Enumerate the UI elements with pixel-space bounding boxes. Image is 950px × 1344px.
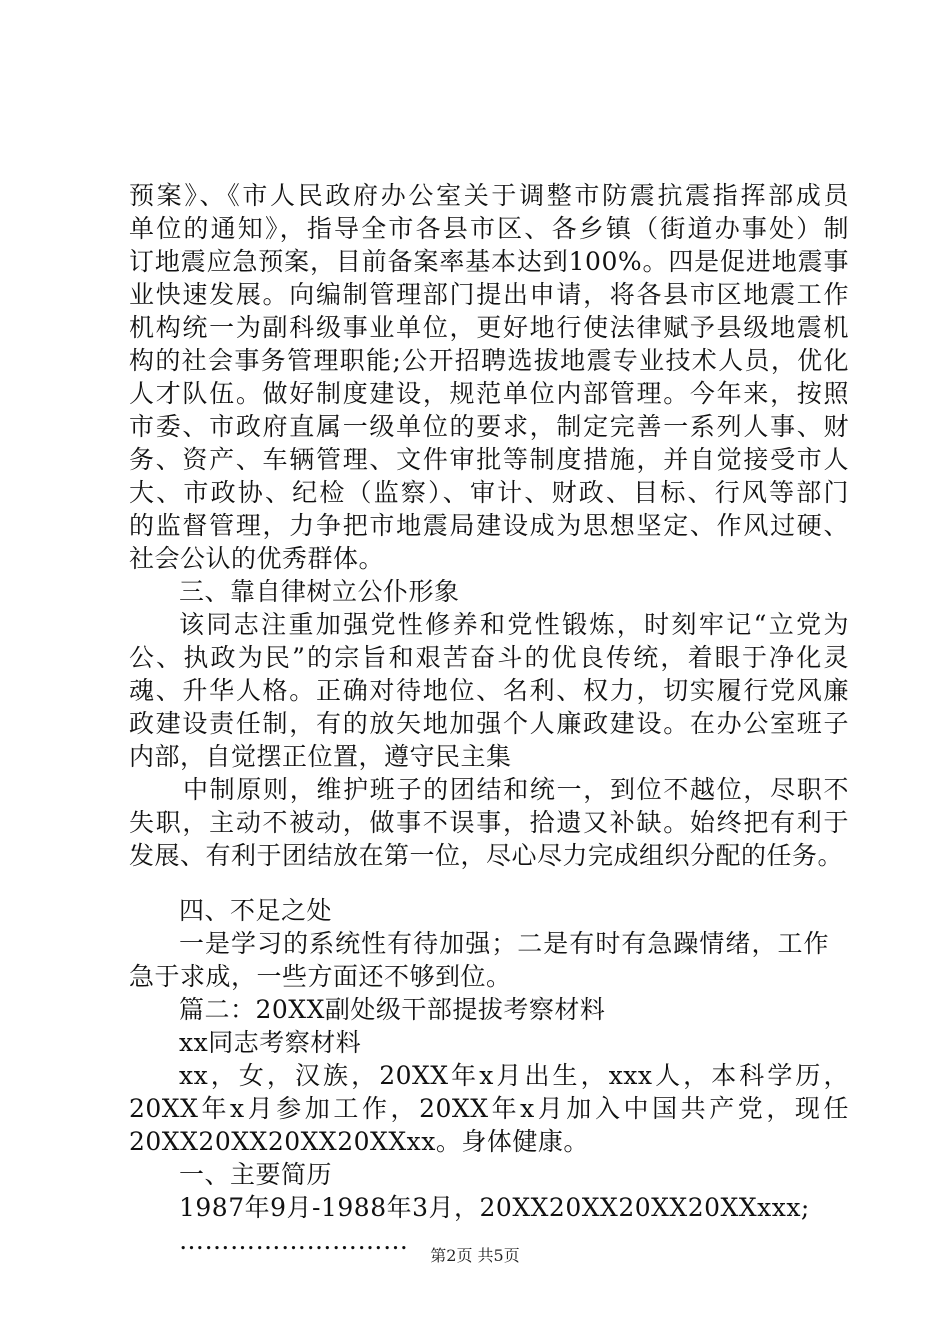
text-line: 大、市政协、纪检（监察）、审计、财政、目标、行风等部门 xyxy=(129,478,849,507)
paragraph-first-line: 中制原则，维护班子的团结和统一，到位不越位，尽职不 xyxy=(183,775,849,804)
text-line: 的监督管理，力争把市地震局建设成为思想坚定、作风过硬、 xyxy=(129,511,849,540)
text-line: 20XX20XX20XX20XXxx。身体健康。 xyxy=(129,1127,589,1156)
text-line: 订地震应急预案，目前备案率基本达到100%。四是促进地震事 xyxy=(129,247,849,276)
text-line: 20XX年x月参加工作，20XX年x月加入中国共产党，现任 xyxy=(129,1094,849,1123)
text-line: 机构统一为副科级事业单位，更好地行使法律赋予县级地震机 xyxy=(129,313,849,342)
text-line: 1987年9月-1988年3月，20XX20XX20XX20XXxxx; xyxy=(179,1193,810,1222)
section-heading: 一、主要简历 xyxy=(179,1160,333,1189)
text-line: 政建设责任制，有的放矢地加强个人廉政建设。在办公室班子 xyxy=(129,709,849,738)
section-heading: 三、靠自律树立公仆形象 xyxy=(179,577,460,606)
text-line: 失职，主动不被动，做事不误事，拾遗又补缺。始终把有利于 xyxy=(129,808,849,837)
text-line: 预案》、《市人民政府办公室关于调整市防震抗震指挥部成员 xyxy=(129,181,849,210)
text-line: 单位的通知》，指导全市各县市区、各乡镇（街道办事处）制 xyxy=(129,214,849,243)
text-line: 急于求成，一些方面还不够到位。 xyxy=(129,962,512,991)
text-line: 业快速发展。向编制管理部门提出申请，将各县市区地震工作 xyxy=(129,280,849,309)
article-heading: 篇二：20XX副处级干部提拔考察材料 xyxy=(179,995,606,1024)
paragraph-first-line: 该同志注重加强党性修养和党性锻炼，时刻牢记“立党为 xyxy=(179,610,849,639)
text-line: 市委、市政府直属一级单位的要求，制定完善一系列人事、财 xyxy=(129,412,849,441)
text-line: 务、资产、车辆管理、文件审批等制度措施，并自觉接受市人 xyxy=(129,445,849,474)
text-line: 发展、有利于团结放在第一位，尽心尽力完成组织分配的任务。 xyxy=(129,841,844,870)
page-footer: 第2页 共5页 xyxy=(430,1246,520,1265)
paragraph-first-line: 一是学习的系统性有待加强；二是有时有急躁情绪，工作 xyxy=(179,929,829,958)
text-line: 公、执政为民”的宗旨和艰苦奋斗的优良传统，着眼于净化灵 xyxy=(129,643,849,672)
text-line: 内部，自觉摆正位置，遵守民主集 xyxy=(129,742,512,771)
section-heading: 四、不足之处 xyxy=(179,896,333,925)
text-line: 魂、升华人格。正确对待地位、名利、权力，切实履行党风廉 xyxy=(129,676,849,705)
ellipsis-line: ……………………… xyxy=(179,1226,409,1255)
text-line: 社会公认的优秀群体。 xyxy=(129,544,385,573)
subtitle-line: xx同志考察材料 xyxy=(179,1028,362,1057)
text-line: 人才队伍。做好制度建设，规范单位内部管理。今年来，按照 xyxy=(129,379,849,408)
text-line: 构的社会事务管理职能;公开招聘选拔地震专业技术人员，优化 xyxy=(129,346,849,375)
paragraph-first-line: xx，女，汉族，20XX年x月出生，xxx人，本科学历， xyxy=(179,1061,849,1090)
